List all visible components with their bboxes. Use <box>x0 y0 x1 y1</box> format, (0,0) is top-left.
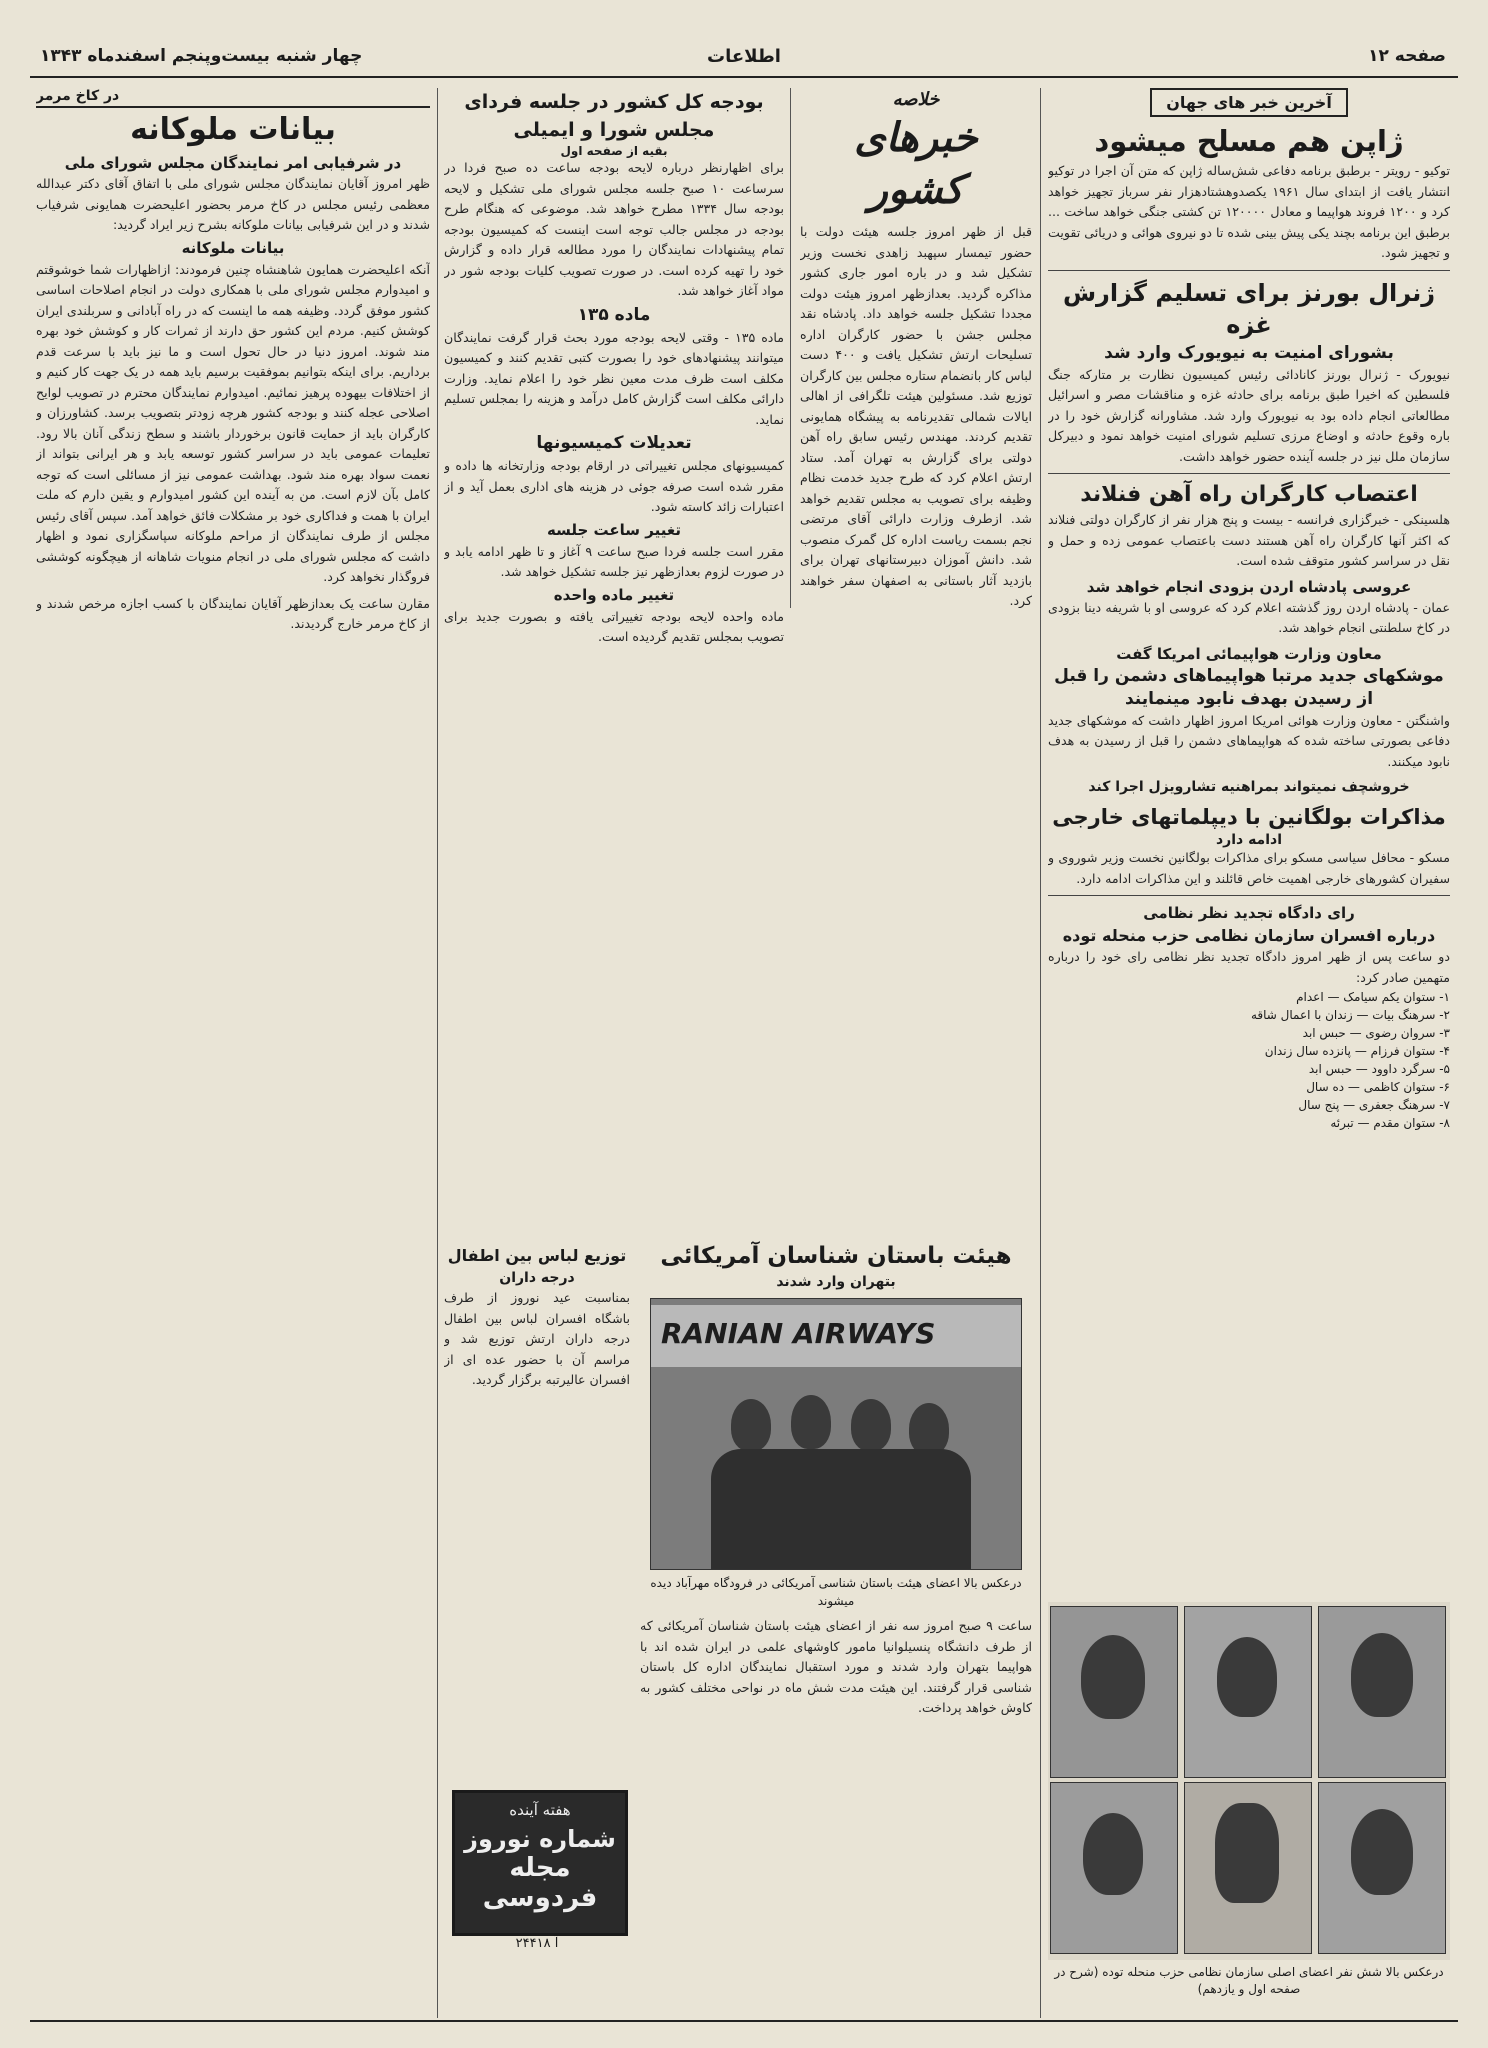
archaeologists-block <box>640 1240 1032 2000</box>
column-rule <box>790 88 791 608</box>
ad-title-2: مجله فردوسی <box>482 1853 598 1913</box>
archaeologists-photo <box>650 1298 1022 1570</box>
portrait-photo <box>1184 1606 1312 1778</box>
archaeologists-text: ساعت ۹ صبح امروز سه نفر از اعضای هیئت باستان شناسان آمریکائی که از طرف دانشگاه پنسیلوانیا مامور کاوشهای علمی در ایران شده اند با هواپیما بتهران وارد شدند و مورد استقبال نمایندگان اداره کل باستان شناسی قرار گرفتند. این هیئت مدت شش ماه در نواحی مختلف کشور به کاوش خواهد پرداخت. <box>640 1618 1032 1715</box>
article-jordan: عمان - پادشاه اردن روز گذشته اعلام کرد که عروسی او با شریفه دینا بزودی در کاخ سلطنتی انجام خواهد شد. <box>1048 599 1450 635</box>
portraits-grid <box>1048 1602 1450 1960</box>
list-item: ۵- سرگرد داوود — حبس ابد <box>1308 1062 1450 1076</box>
article-135-heading: ماده ۱۳۵ <box>577 304 651 325</box>
issue-date: چهار شنبه بیست‌وپنجم اسفندماه ۱۳۴۳ <box>40 46 363 66</box>
masthead <box>30 46 1458 72</box>
airline-lettering: RANIAN AIRWAYS <box>661 1317 936 1350</box>
clothes-headline: توزیع لباس بین اطفال <box>447 1246 627 1265</box>
royal-statement-column <box>36 88 430 2018</box>
headline-bulganin: مذاکرات بولگانین با دیپلماتهای خارجی <box>1052 805 1446 829</box>
portrait-photo <box>1050 1606 1178 1778</box>
royal-headline: بیانات ملوکانه <box>130 112 336 147</box>
newspaper-name: اطلاعات <box>707 46 781 67</box>
domestic-news-column <box>800 88 1032 608</box>
header-rule <box>30 76 1458 78</box>
domestic-kicker: خلاصه <box>892 89 940 110</box>
archaeologists-caption: درعکس بالا اعضای هیئت باستان شناسی آمریکائی در فرودگاه مهرآباد دیده میشوند <box>650 1576 1022 1608</box>
commissions-heading: تعدیلات کمیسیونها <box>536 433 692 453</box>
article-burns: نیویورک - ژنرال بورنز کانادائی رئیس کمیسیون نظارت بر متارکه جنگ فلسطین که اخیرا طبق برنامه برای حادثه غزه و مناقشات مصر و اسرائیل مطالعاتی انجام داده بود به نیویورک وارد شد. مشاورانه گزارش خود را در باره وقوع حادثه و اوضاع مرزی تسلیم شورای امنیت خواهد نمود و دبیرکل سازمان ملل نیز در جلسه آینده حضور خواهد داشت. <box>1048 366 1450 464</box>
article-135-text: ماده ۱۳۵ - وقتی لایحه بودجه مورد بحث قرار گرفت نمایندگان میتوانند پیشنهادهای خود را بصورت کتبی تقدیم کنند و کمیسیون مکلف است ظرف مدت معین نظر خود را اعلام نماید. وزارت دارائی مکلف است گزارش کامل درآمد و هزینه را بمجلس تسلیم نماید. <box>444 329 784 427</box>
court-verdict-list <box>1048 988 1450 1132</box>
subheadline-court: درباره افسران سازمان نظامی حزب منحله توده <box>1062 926 1436 945</box>
royal-text: آنکه اعلیحضرت همایون شاهنشاه چنین فرمودند: ازاظهارات شما خوشوقتم و امیدوارم مجلس شورای ملی با همکاری دولت در انجام اصلاحات اساسی کشور موفق گردد. وظیفه همه ما اینست که در راه آبادانی و سربلندی ایران کوشش کنیم. مردم این کشور حق دارند از ثمرات کار و کوشش خود بهره مند شوند. امروز دنیا در حال تحول است و ما نیز باید با سرعت قدم برداریم. برای اینکه بتوانیم بموفقیت برسیم باید همه در یک جهت کار کنیم و از اختلافات بیهوده پرهیز نمائیم. امیدوارم نمایندگان محترم در تصویب لوایح اصلاحی عجله کنند و بودجه کشور هرچه زودتر بتصویب برسد. کشاورزان و کارگران باید از حمایت قانون برخوردار باشند و سطح زندگی آنان بالا رود. تعلیمات عمومی باید در سراسر کشور توسعه یابد و هر ایرانی بتواند از نعمت سواد بهره مند شود. بهداشت عمومی نیز از مسائلی است که توجه کامل بآن لازم است. من به آینده این کشور امیدوارم و یقین دارم که ملت ایران با همت و فداکاری خود بر مشکلات فائق خواهد آمد. سپس آقای رئیس مجلس از طرف نمایندگان از مراحم ملوکانه سپاسگزاری نمود و اظهار داشت که مجلس شورای ملی در انجام منویات شاهانه از هیچگونه کوششی فروگذار نخواهد کرد. <box>36 261 430 584</box>
archaeologists-subheadline: بتهران وارد شدند <box>776 1274 896 1290</box>
domestic-title: خبرهای کشور <box>854 115 978 213</box>
portraits-caption: درعکس بالا شش نفر اعضای اصلی سازمان نظامی حزب منحله توده (شرح در صفحه اول و یازدهم) <box>1054 1965 1444 1996</box>
budget-headline: بودجه کل کشور در جلسه فردای مجلس شورا و ایمیلی <box>464 91 764 141</box>
article-court: دو ساعت پس از ظهر امروز دادگاه تجدید نظر نظامی رای خود را درباره متهمین صادر کرد: <box>1048 949 1450 985</box>
ad-kicker: هفته آینده <box>509 1801 571 1819</box>
subheadline-bulganin: ادامه دارد <box>1215 832 1283 848</box>
budget-column <box>444 88 784 1238</box>
commissions-text: کمیسیونهای مجلس تغییراتی در ارقام بودجه وزارتخانه ها داده و مقرر شده است صرفه جوئی در هزینه های اداری بعمل آید و از اعتبارات زائد کاسته شود. <box>444 458 784 514</box>
clothes-subheadline: درجه داران <box>499 1270 575 1286</box>
royal-intro: ظهر امروز آقایان نمایندگان مجلس شورای ملی با اتفاق آقای دکتر عبدالله معظمی رئیس مجلس در کاخ مرمر بحضور اعلیحضرت همایونی شرفیاب شدند و در این شرفیابی بیانات ملوکانه بشرح زیر ایراد گردید: <box>36 176 430 232</box>
clothes-text: بمناسبت عید نوروز از طرف باشگاه افسران لباس بین اطفال درجه داران ارتش توزیع شد و مراسم آن با حضور عده ای از افسران عالیرتبه برگزار گردید. <box>444 1290 630 1387</box>
domestic-news-text: قبل از ظهر امروز جلسه هیئت دولت با حضور تیمسار سپهبد زاهدی نخست وزیر تشکیل شد و در باره امور جاری کشور مذاکره گردید. بعدازظهر امروز هیئت دولت مجددا تشکیل جلسه خواهد داد. پادشاه نقد مجلس جشن با حضور کارگران اداره تسلیحات ارتش تشکیل یافت و ۴۰۰ دست لباس کار بانضمام ستاره مجلس بین کارگران توزیع شد. مسئولین هیئت تلگرافی از اهالی ایالات شمالی تقدیرنامه به پیشگاه همایونی تقدیم کردند. مهندس رئیس سابق راه آهن دولتی برای گزارش به تهران آمد. ستاد ارتش اعلام کرد که طرح جدید خدمت نظام وظیفه برای تصویب به مجلس تقدیم خواهد شد. ازطرف وزارت دارائی آقای مرتضی نجم بسمت ریاست اداره کل گمرک منصوب شد. دانش آموزان دبیرستانهای تهران برای بازدید آثار باستانی به اصفهان سفر خواهند کرد. <box>800 224 1032 608</box>
article-us: واشنگتن - معاون وزارت هوائی امریکا امروز اظهار داشت که موشکهای جدید دفاعی بصورتی ساخته شده که هواپیماهای دشمن را قبل از رسیدن به هدف نابود میکنند. <box>1048 712 1450 769</box>
column-rule <box>437 88 438 2018</box>
ad-title: شماره نوروز <box>464 1825 616 1853</box>
headline-burns: ژنرال بورنز برای تسلیم گزارش غزه <box>1062 278 1436 339</box>
budget-continuation: بقیه از صفحه اول <box>560 144 668 158</box>
world-news-box-title: آخرین خبر های جهان <box>1150 88 1348 117</box>
headline-us: معاون وزارت هواپیمائی امریکا گفت <box>1116 644 1382 663</box>
footer-rule <box>30 2020 1458 2022</box>
royal-section-heading: بیانات ملوکانه <box>181 238 285 257</box>
session-time-text: مقرر است جلسه فردا صبح ساعت ۹ آغاز و تا ظهر ادامه یابد و در صورت لزوم بعدازظهر نیز جلسه تشکیل خواهد شد. <box>444 543 784 579</box>
royal-subheadline: در شرفیابی امر نمایندگان مجلس شورای ملی <box>64 154 402 172</box>
headline-khrushchev: خروشچف نمیتواند بمراهنیه تشارویزل اجرا کند <box>1088 779 1410 795</box>
headline-strike: اعتصاب کارگران راه آهن فنلاند <box>1080 482 1418 507</box>
subheadline-burns: بشورای امنیت به نیویورک وارد شد <box>1104 342 1394 363</box>
subheadline-us: موشکهای جدید مرتبا هواپیماهای دشمن را قبل از رسیدن بهدف نابود مینمایند <box>1054 665 1444 709</box>
portrait-photo <box>1318 1606 1446 1778</box>
ferdowsi-magazine-ad <box>452 1790 628 1936</box>
list-item: ۱- ستوان یکم سیامک — اعدام <box>1296 990 1450 1004</box>
portrait-photo <box>1050 1782 1178 1954</box>
royal-kicker: در کاخ مرمر <box>36 88 430 108</box>
single-article-text: ماده واحده لایحه بودجه تغییراتی یافته و بصورت جدید برای تصویب بمجلس تقدیم گردیده است. <box>444 608 784 644</box>
headline-japan: ژاپن هم مسلح میشود <box>1094 124 1404 158</box>
list-item: ۶- ستوان کاظمی — ده سال <box>1306 1080 1450 1094</box>
budget-text: برای اظهارنظر درباره لایحه بودجه ساعت ده صبح فردا در سرساعت ۱۰ صبح جلسه مجلس شورای ملی تشکیل و لایحه بودجه سال ۱۳۳۴ مطرح خواهد شد. موضوعی که هنگام طرح بودجه در مجلس جالب توجه است اینست که کمیسیون بودجه تمام پیشنهادات نمایندگان را مورد مطالعه قرار داده و گزارش خود را تهیه کرده است. در صورت تصویب کلیات بودجه شور در مواد آغاز خواهد شد. <box>444 160 784 298</box>
ad-code: آ ۲۴۴۱۸ <box>515 1936 559 1951</box>
clothes-article <box>444 1244 630 1764</box>
list-item: ۷- سرهنگ جعفری — پنج سال <box>1298 1098 1450 1112</box>
portrait-photo <box>1184 1782 1312 1954</box>
page-number: صفحه ۱۲ <box>1368 46 1446 66</box>
headline-jordan: عروسی پادشاه اردن بزودی انجام خواهد شد <box>1086 577 1412 596</box>
list-item: ۴- ستوان فرزام — پانزده سال زندان <box>1264 1044 1450 1058</box>
session-time-heading: تغییر ساعت جلسه <box>547 520 681 539</box>
list-item: ۳- سروان رضوی — حبس ابد <box>1302 1026 1450 1040</box>
royal-closing: مقارن ساعت یک بعدازظهر آقایان نمایندگان با کسب اجازه مرخص شدند و از کاخ مرمر خارج گردیدند. <box>36 595 430 631</box>
list-item: ۲- سرهنگ بیات — زندان با اعمال شاقه <box>1250 1008 1450 1022</box>
article-japan: توکیو - رویتر - برطبق برنامه دفاعی شش‌ساله ژاپن که متن آن اجرا در توکیو انتشار یافت از ابتدای سال ۱۹۶۱ یکصدوهشتادهزار نفر سرباز تجهیز خواهد کرد و ۱۲۰۰ فروند هواپیما و معادل ۱۲۰۰۰۰ تن کشتی جنگی خواهد ساخت ... برطبق این برنامه بچند یکی پیش بینی شده تا دو نیروی هوائی و دریائی تقویت و تجهیز شود. <box>1048 163 1450 260</box>
list-item: ۸- ستوان مقدم — تبرئه <box>1330 1116 1450 1130</box>
portrait-photo <box>1318 1782 1446 1954</box>
column-rule <box>1040 88 1041 2018</box>
archaeologists-headline: هیئت باستان شناسان آمریکائی <box>660 1243 1012 1269</box>
article-bulganin: مسکو - محافل سیاسی مسکو برای مذاکرات بولگانین نخست وزیر شوروی و سفیران کشورهای خارجی اهمیت خاص قائلند و این مذاکرات ادامه دارد. <box>1048 850 1450 886</box>
single-article-heading: تغییر ماده واحده <box>553 585 675 604</box>
article-strike: هلسینکی - خبرگزاری فرانسه - بیست و پنج هزار نفر از کارگران دولتی فنلاند که اکثر آنها کارگران راه آهن هستند دست باعتصاب عمومی زده و حمل و نقل در سراسر کشور متوقف شده است. <box>1048 512 1450 568</box>
headline-court: رای دادگاه تجدید نظر نظامی <box>1143 904 1355 922</box>
